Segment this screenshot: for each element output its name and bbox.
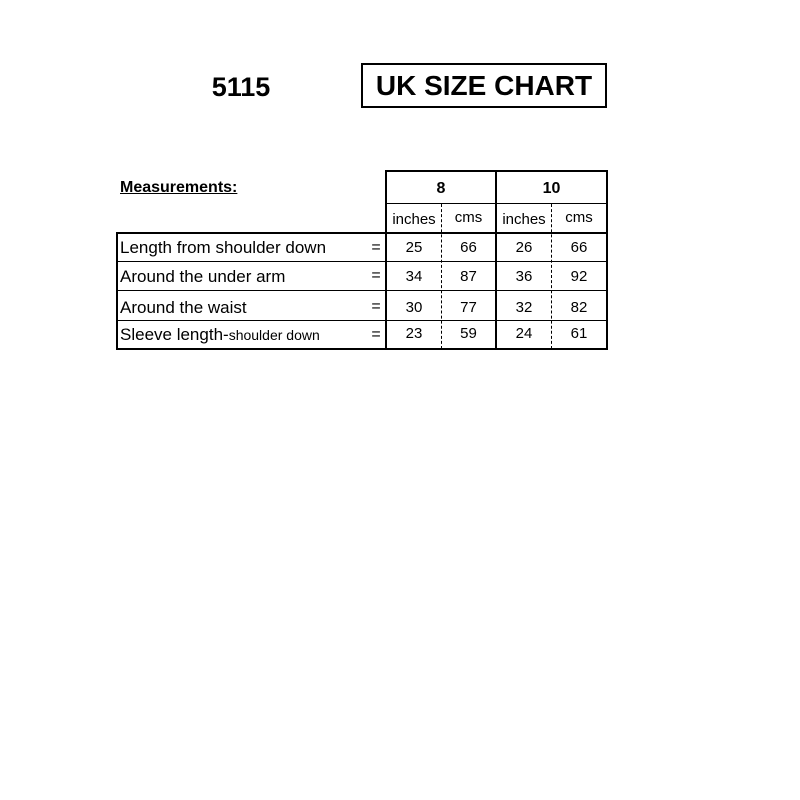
row-label-length-from-shoulder-down: Length from shoulder down: [120, 238, 327, 257]
table-cell: 36: [515, 267, 533, 285]
row-label-around-the-waist: Around the waist: [120, 297, 247, 317]
table-cell: 61: [570, 325, 588, 342]
table-cell: 30: [405, 298, 423, 316]
size-header-divider: [386, 203, 608, 204]
unit-header-cms: cms: [454, 208, 483, 226]
size-header-10: 10: [542, 179, 561, 197]
unit-header-inches: inches: [392, 210, 436, 228]
row-label-sleeve-length-main: Sleeve length-: [120, 325, 229, 344]
table-cell: 87: [460, 267, 477, 285]
table-cell: 26: [515, 239, 533, 256]
equals-sign: =: [371, 298, 381, 315]
equals-sign: =: [371, 325, 381, 343]
size-header-8: 8: [436, 179, 446, 197]
measurements-label: Measurements:: [120, 179, 238, 196]
table-cell: 25: [405, 239, 423, 256]
table-cell: 66: [570, 239, 588, 256]
equals-sign: =: [371, 238, 381, 256]
equals-sign: =: [371, 267, 381, 284]
row-label-around-the-under-arm: Around the under arm: [120, 266, 286, 286]
product-code: 5115: [211, 72, 271, 102]
size-chart-table: [116, 170, 608, 351]
table-cell: 23: [405, 325, 423, 342]
unit-header-cms: cms: [565, 208, 593, 226]
page-title-text: UK SIZE CHART: [375, 69, 593, 101]
unit-header-inches: inches: [502, 210, 546, 228]
row-label-sleeve-length-suffix: shoulder down: [228, 326, 320, 343]
table-cell: 82: [570, 298, 588, 316]
label-column-left-border: [116, 232, 118, 350]
size-block-right-border: [606, 170, 608, 350]
table-cell: 92: [570, 267, 588, 285]
row-label-sleeve-length: [120, 321, 320, 348]
table-border-top: [386, 170, 608, 172]
table-border-bottom: [116, 348, 608, 350]
table-cell: 32: [515, 298, 533, 316]
table-cell: 77: [460, 298, 477, 316]
table-cell: 34: [405, 267, 423, 285]
row-divider-2: [116, 290, 608, 291]
table-cell: 24: [515, 325, 533, 342]
table-cell: 59: [460, 325, 477, 342]
page-title: [361, 63, 607, 108]
table-cell: 66: [460, 239, 477, 256]
